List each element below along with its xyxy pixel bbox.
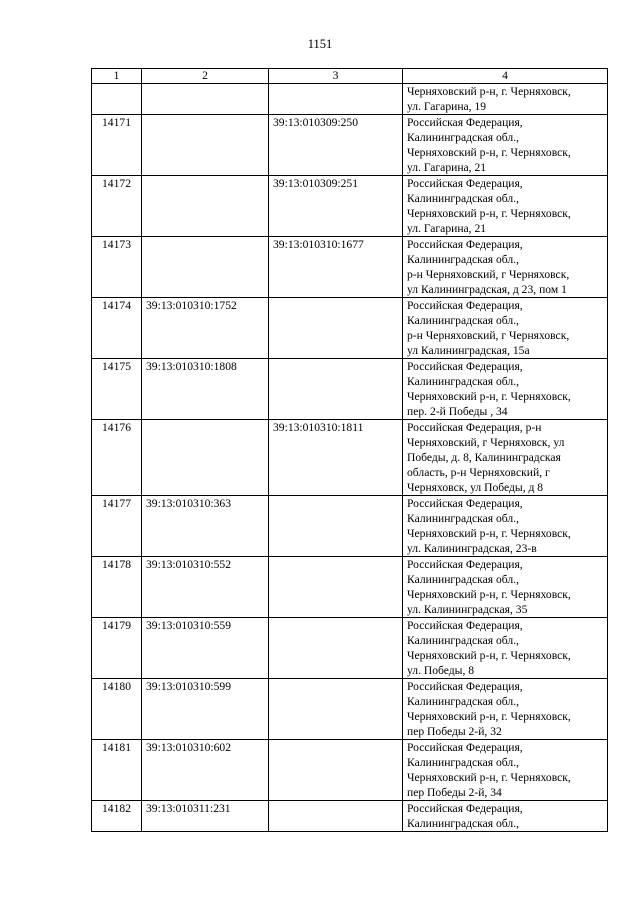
address-line: Российская Федерация, <box>407 619 523 632</box>
address-line: Калининградская обл., <box>407 756 519 769</box>
cadastral-number-col2 <box>142 84 269 115</box>
address-line: Черняховский р-н, г. Черняховск, <box>407 390 571 403</box>
address-line: ул Калининградская, 15а <box>407 344 530 357</box>
address-line: р-н Черняховский, г Черняховск, <box>407 268 570 281</box>
address-line: Калининградская обл., <box>407 131 519 144</box>
address-cell <box>403 115 608 176</box>
table-row <box>92 84 608 115</box>
cadastral-number-col2: 39:13:010310:602 <box>142 740 269 801</box>
table-row <box>92 298 608 359</box>
cadastral-number-col3: 39:13:010310:1811 <box>269 420 403 496</box>
cadastral-number-col3 <box>269 618 403 679</box>
header-col-2: 2 <box>142 69 269 84</box>
table-row <box>92 496 608 557</box>
address-cell <box>403 298 608 359</box>
cadastral-number-col3 <box>269 679 403 740</box>
address-line: Российская Федерация, <box>407 360 523 373</box>
row-number: 14178 <box>92 557 142 618</box>
address-line: Российская Федерация, <box>407 177 523 190</box>
address-line: Калининградская обл., <box>407 253 519 266</box>
address-line: ул. Победы, 8 <box>407 664 475 677</box>
address-line: Российская Федерация, <box>407 558 523 571</box>
row-number: 14171 <box>92 115 142 176</box>
row-number: 14177 <box>92 496 142 557</box>
address-line: р-н Черняховский, г Черняховск, <box>407 329 570 342</box>
address-line: пер Победы 2-й, 34 <box>407 786 502 799</box>
address-line: Черняховский р-н, г. Черняховск, <box>407 771 571 784</box>
address-line: ул. Гагарина, 19 <box>407 100 487 113</box>
address-line: Черняховский р-н, г. Черняховск, <box>407 85 571 98</box>
table-row <box>92 420 608 496</box>
address-cell <box>403 359 608 420</box>
table-row <box>92 740 608 801</box>
cadastral-number-col2 <box>142 115 269 176</box>
address-line: Российская Федерация, <box>407 497 523 510</box>
address-line: ул Калининградская, д 23, пом 1 <box>407 283 567 296</box>
address-line: пер Победы 2-й, 32 <box>407 725 502 738</box>
address-line: Калининградская обл., <box>407 634 519 647</box>
cadastral-number-col3: 39:13:010309:250 <box>269 115 403 176</box>
row-number: 14182 <box>92 801 142 832</box>
address-line: Черняховск, ул Победы, д 8 <box>407 481 544 494</box>
address-line: Черняховский, г Черняховск, ул <box>407 436 565 449</box>
cadastral-number-col2: 39:13:010310:1808 <box>142 359 269 420</box>
cadastral-number-col3 <box>269 557 403 618</box>
header-col-1: 1 <box>92 69 142 84</box>
address-line: область, р-н Черняховский, г <box>407 466 550 479</box>
cadastral-number-col3: 39:13:010310:1677 <box>269 237 403 298</box>
table-row <box>92 176 608 237</box>
cadastral-number-col3 <box>269 359 403 420</box>
cadastral-number-col3 <box>269 801 403 832</box>
table-row <box>92 679 608 740</box>
address-line: Российская Федерация, <box>407 741 523 754</box>
address-line: Калининградская обл., <box>407 695 519 708</box>
header-row <box>92 69 608 84</box>
address-line: Победы, д. 8, Калининградская <box>407 451 561 464</box>
cadastral-number-col2: 39:13:010310:363 <box>142 496 269 557</box>
address-line: пер. 2-й Победы , 34 <box>407 405 508 418</box>
address-cell <box>403 237 608 298</box>
table-header <box>92 69 608 84</box>
address-line: ул. Калининградская, 35 <box>407 603 528 616</box>
address-line: Российская Федерация, <box>407 802 523 815</box>
address-line: ул. Гагарина, 21 <box>407 222 487 235</box>
address-cell <box>403 740 608 801</box>
cadastral-number-col2: 39:13:010310:599 <box>142 679 269 740</box>
address-line: Российская Федерация, <box>407 299 523 312</box>
table-row <box>92 557 608 618</box>
address-line: Калининградская обл., <box>407 314 519 327</box>
table-row <box>92 618 608 679</box>
address-line: Российская Федерация, р-н <box>407 421 542 434</box>
cadastral-number-col3 <box>269 496 403 557</box>
address-line: ул. Гагарина, 21 <box>407 161 487 174</box>
cadastral-number-col2: 39:13:010310:552 <box>142 557 269 618</box>
address-line: Калининградская обл., <box>407 512 519 525</box>
table-row <box>92 359 608 420</box>
row-number: 14173 <box>92 237 142 298</box>
address-line: Калининградская обл., <box>407 375 519 388</box>
address-line: Российская Федерация, <box>407 680 523 693</box>
row-number: 14180 <box>92 679 142 740</box>
page-number: 1151 <box>307 37 333 51</box>
address-line: Черняховский р-н, г. Черняховск, <box>407 710 571 723</box>
cadastral-number-col2 <box>142 176 269 237</box>
header-col-3: 3 <box>269 69 403 84</box>
address-line: Калининградская обл., <box>407 817 519 830</box>
table-row <box>92 801 608 832</box>
table-body <box>92 84 608 832</box>
address-cell <box>403 679 608 740</box>
cadastral-number-col2: 39:13:010311:231 <box>142 801 269 832</box>
registry-table <box>91 68 608 832</box>
address-cell <box>403 618 608 679</box>
cadastral-number-col2 <box>142 237 269 298</box>
cadastral-number-col2: 39:13:010310:559 <box>142 618 269 679</box>
row-number: 14172 <box>92 176 142 237</box>
address-line: Калининградская обл., <box>407 192 519 205</box>
cadastral-number-col3 <box>269 740 403 801</box>
row-number: 14179 <box>92 618 142 679</box>
address-line: Черняховский р-н, г. Черняховск, <box>407 649 571 662</box>
address-line: Черняховский р-н, г. Черняховск, <box>407 207 571 220</box>
table-row <box>92 237 608 298</box>
cadastral-number-col3 <box>269 84 403 115</box>
address-line: Российская Федерация, <box>407 116 523 129</box>
address-line: Калининградская обл., <box>407 573 519 586</box>
table-row <box>92 115 608 176</box>
address-cell <box>403 176 608 237</box>
address-cell <box>403 84 608 115</box>
cadastral-number-col2: 39:13:010310:1752 <box>142 298 269 359</box>
address-cell <box>403 801 608 832</box>
cadastral-number-col3 <box>269 298 403 359</box>
address-cell <box>403 557 608 618</box>
cadastral-number-col3: 39:13:010309:251 <box>269 176 403 237</box>
address-line: ул. Калининградская, 23-в <box>407 542 537 555</box>
header-col-4: 4 <box>403 69 608 84</box>
address-line: Черняховский р-н, г. Черняховск, <box>407 146 571 159</box>
address-cell <box>403 496 608 557</box>
cadastral-number-col2 <box>142 420 269 496</box>
row-number: 14174 <box>92 298 142 359</box>
address-line: Черняховский р-н, г. Черняховск, <box>407 588 571 601</box>
row-number <box>92 84 142 115</box>
row-number: 14181 <box>92 740 142 801</box>
address-line: Российская Федерация, <box>407 238 523 251</box>
address-line: Черняховский р-н, г. Черняховск, <box>407 527 571 540</box>
address-cell <box>403 420 608 496</box>
row-number: 14175 <box>92 359 142 420</box>
row-number: 14176 <box>92 420 142 496</box>
